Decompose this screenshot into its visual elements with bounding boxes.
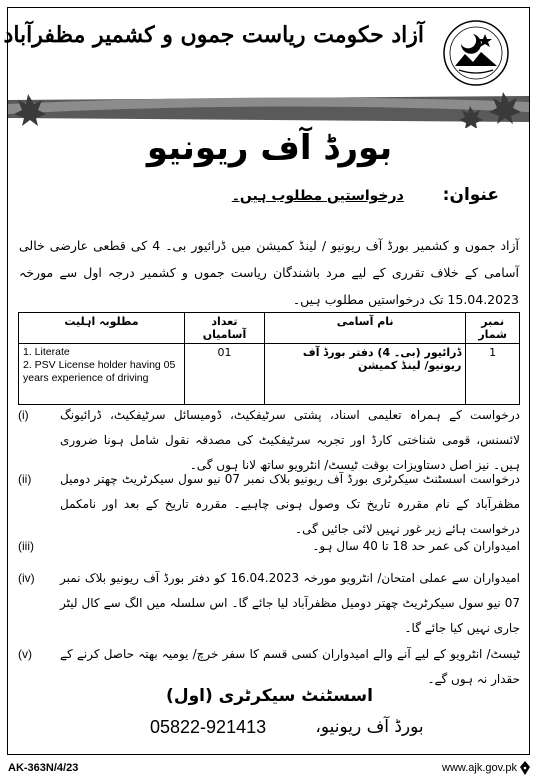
government-title: آزاد حکومت ریاست جموں و کشمیر مظفرآباد — [3, 22, 424, 48]
header-count: تعداد آسامیاں — [184, 313, 264, 344]
condition-item — [18, 566, 520, 641]
qualification-cell — [19, 344, 185, 405]
qualification-item: 1. Literate — [23, 346, 70, 358]
post-cell: ڈرائیور (بی۔ 4) دفتر بورڈ آف ریونیو/ لینڈ کمیشن — [264, 344, 465, 405]
intro-paragraph: آزاد جموں و کشمیر بورڈ آف ریونیو / لینڈ کمیشن میں ڈرائیور بی۔ 4 کی قطعی عارضی خالی آسامی کے خلاف تقرری کے لیے مرد باشندگان ریاست جموں و کشمیر درجہ اول سے مورخہ 15.04.2023 تک درخواستیں مطلوب ہیں۔ — [19, 238, 519, 307]
condition-text: امیدواران کی عمر حد 18 تا 40 سال ہو۔ — [312, 539, 520, 553]
serial-cell: 1 — [466, 344, 520, 405]
condition-number: (v) — [18, 647, 32, 661]
signatory-phone: 05822-921413 — [150, 717, 267, 737]
reference-number: AK-363N/4/23 — [8, 762, 79, 774]
condition-text: درخواست اسسٹنٹ سیکرٹری بورڈ آف ریونیو بلاک نمبر 07 نیو سول سیکرٹریٹ چھتر دومیل مظفرآباد کے نام مقررہ تاریخ تک وصول ہونی چاہیے۔ مقررہ تاریخ کے بعد اور نامکمل درخواست ہائے زیر غور نہیں لائی جائیں گی۔ — [60, 472, 520, 536]
header-qualification: مطلوبہ اہلیت — [19, 313, 185, 344]
chinar-leaf-banner-icon — [8, 88, 529, 128]
condition-number: (iii) — [18, 539, 34, 553]
qualification-item: 2. PSV License holder having 05 years experience of driving — [23, 359, 176, 384]
header-post: نام آسامی — [264, 313, 465, 344]
ajk-government-emblem-icon — [441, 18, 511, 88]
condition-text: امیدواران سے عملی امتحان/ انٹرویو مورخہ 16.04.2023 کو دفتر بورڈ آف ریونیو بلاک نمبر 07 نیو سول سیکرٹریٹ چھتر دومیل مظفرآباد لیا جائے گا۔ اس سلسلہ میں الگ سے کال لیٹر جاری نہیں کیا جائے گا۔ — [60, 571, 520, 635]
count-cell: 01 — [184, 344, 264, 405]
subject-label: عنوان: — [442, 185, 499, 205]
condition-number: (ii) — [18, 472, 32, 486]
subject-value: درخواستیں مطلوب ہیں۔ — [231, 188, 404, 204]
condition-number: (iv) — [18, 571, 35, 585]
subject-line — [232, 185, 499, 205]
table-header-row — [19, 313, 520, 344]
condition-text: درخواست کے ہمراہ تعلیمی اسناد، پشتی سرٹیفکیٹ، ڈومیسائل سرٹیفکیٹ، ڈرائیونگ لائسنس، قومی شناختی کارڈ اور تجربہ سرٹیفکیٹ کی مصدقہ نقول شامل ہونا ضروری ہیں۔ نیز اصل دستاویزات بوقت ٹیسٹ/ انٹرویو ساتھ لانا ہوں گی۔ — [60, 408, 520, 472]
condition-item — [18, 534, 520, 559]
header — [3, 8, 529, 88]
condition-item — [18, 642, 520, 692]
header-serial: نمبر شمار — [466, 313, 520, 344]
website-text: www.ajk.gov.pk — [442, 762, 517, 774]
signatory-title: اسسٹنٹ سیکرٹری (اول) — [166, 686, 373, 706]
vacancy-table — [18, 312, 520, 405]
signatory-department: بورڈ آف ریونیو، — [315, 717, 424, 737]
department-title: بورڈ آف ریونیو — [146, 128, 393, 168]
condition-text: ٹیسٹ/ انٹرویو کے لیے آنے والے امیدواران کسی قسم کا سفر خرچ/ یومیہ بھتہ حاصل کرنے کے حقدار نہ ہوں گے۔ — [60, 647, 520, 686]
condition-item — [18, 467, 520, 542]
condition-number: (i) — [18, 408, 29, 422]
pen-nib-icon — [519, 760, 531, 774]
table-row — [19, 344, 520, 405]
